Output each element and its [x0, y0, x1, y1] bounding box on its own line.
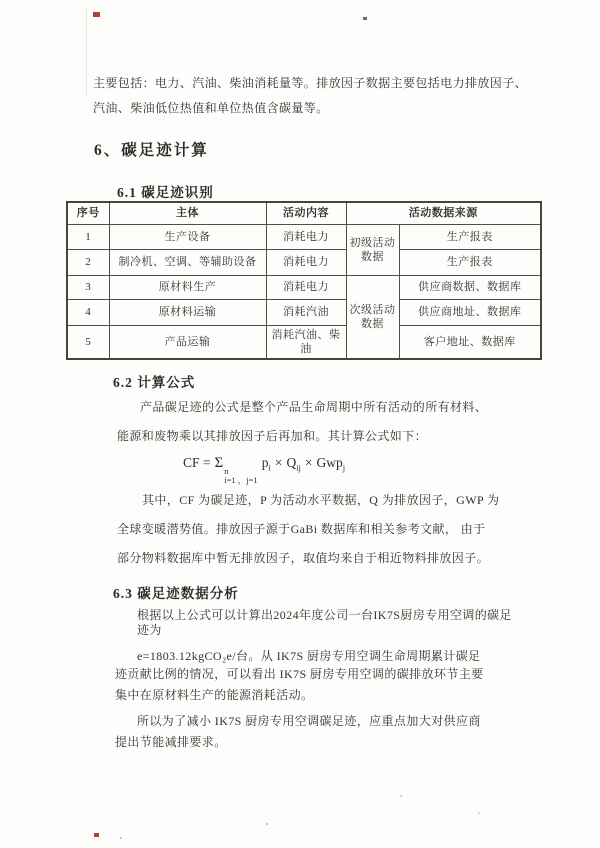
cell-source: 客户地址、数据库 — [399, 325, 541, 359]
sigma-upper-limit: n — [224, 466, 229, 476]
table-row — [67, 299, 541, 325]
section-6-3-heading: 6.3 碳足迹数据分析 — [113, 586, 239, 601]
cell-no: 2 — [67, 249, 109, 275]
carbon-footprint-formula — [183, 455, 345, 484]
cell-no: 5 — [67, 325, 109, 359]
scan-speck — [363, 17, 367, 20]
scan-speck — [86, 8, 87, 96]
paragraph-line: 全球变暖潜势值。排放因子源于GaBi 数据库和相关参考文献， 由于 — [117, 522, 486, 536]
cell-activity: 消耗电力 — [266, 249, 346, 275]
formula-term-p: p — [261, 455, 269, 470]
multiply-sign: × — [304, 455, 313, 470]
table-header-source: 活动数据来源 — [346, 202, 541, 224]
cell-subject: 制冷机、空调、等辅助设备 — [109, 249, 266, 275]
cell-activity: 消耗电力 — [266, 275, 346, 299]
scan-speck — [478, 812, 480, 814]
sigma-symbol: Σ — [214, 455, 224, 471]
section-6-2-heading: 6.2 计算公式 — [113, 375, 196, 390]
sigma-lower-limit: i=1 ，j=1 — [224, 474, 258, 485]
paragraph-line: 产品碳足迹的公式是整个产品生命周期中所有活动的所有材料、 — [140, 400, 488, 414]
activity-data-table — [66, 201, 542, 360]
table-row — [67, 249, 541, 275]
table-row — [67, 224, 541, 249]
section-6-1-heading: 6.1 碳足迹识别 — [117, 185, 214, 200]
paragraph-line: 主要包括：电力、汽油、柴油消耗量等。排放因子数据主要包括电力排放因子、 — [93, 76, 528, 90]
table-row — [67, 325, 541, 359]
multiply-sign: × — [274, 455, 283, 470]
paragraph-line: 迹为 — [137, 623, 162, 637]
paragraph-line: 所以为了减小 IK7S 厨房专用空调碳足迹，应重点加大对供应商 — [137, 714, 481, 728]
paragraph-line: 能源和废物乘以其排放因子后再加和。其计算公式如下： — [117, 429, 428, 443]
paragraph-line: 根据以上公式可以计算出2024年度公司一台IK7S厨房专用空调的碳足 — [137, 608, 512, 622]
table-row — [67, 275, 541, 299]
cell-no: 4 — [67, 299, 109, 325]
table-header-no: 序号 — [67, 202, 109, 224]
formula-term-gwp: Gwp — [316, 455, 343, 470]
paragraph-line: 集中在原材料生产的能源消耗活动。 — [115, 688, 314, 702]
formula-term-q-sub: ij — [296, 462, 301, 473]
paragraph-line: 提出节能减排要求。 — [115, 735, 227, 749]
cell-subject: 原材料运输 — [109, 299, 266, 325]
sigma-limits — [224, 467, 257, 484]
cell-group-secondary: 次级活动数据 — [346, 275, 399, 359]
cell-source: 生产报表 — [399, 224, 541, 249]
formula-term-p-sub: i — [268, 462, 271, 473]
formula-term-q: Q — [286, 455, 297, 470]
cell-source: 生产报表 — [399, 249, 541, 275]
table-header-activity: 活动内容 — [266, 202, 346, 224]
cell-no: 1 — [67, 224, 109, 249]
paragraph-line: 其中，CF 为碳足迹，P 为活动水平数据，Q 为排放因子，GWP 为 — [142, 493, 500, 507]
formula-term-gwp-sub: j — [342, 462, 346, 473]
cell-activity: 消耗电力 — [266, 224, 346, 249]
paragraph-line: 迹贡献比例的情况，可以看出 IK7S 厨房专用空调的碳排放环节主要 — [115, 667, 484, 681]
section-6-heading: 6、碳足迹计算 — [94, 142, 209, 159]
scan-speck — [266, 823, 268, 825]
cell-subject: 产品运输 — [109, 325, 266, 359]
cell-activity: 消耗汽油 — [266, 299, 346, 325]
cell-subject: 原材料生产 — [109, 275, 266, 299]
cell-group-primary: 初级活动数据 — [346, 224, 399, 275]
cell-no: 3 — [67, 275, 109, 299]
formula-lhs: CF = — [183, 455, 211, 470]
table-header-row — [67, 202, 541, 224]
paragraph-line: 汽油、柴油低位热值和单位热值含碳量等。 — [93, 101, 329, 115]
cell-source: 供应商数据、数据库 — [399, 275, 541, 299]
scan-speck — [400, 795, 402, 797]
table-header-subject: 主体 — [109, 202, 266, 224]
cell-source: 供应商地址、数据库 — [399, 299, 541, 325]
paragraph-line: 部分物料数据库中暂无排放因子，取值均来自于相近物料排放因子。 — [117, 551, 490, 565]
cell-subject: 生产设备 — [109, 224, 266, 249]
red-ink-mark-top — [93, 12, 100, 17]
scan-speck — [120, 837, 122, 839]
cell-activity: 消耗汽油、柴油 — [266, 325, 346, 359]
red-ink-mark-bottom — [94, 833, 99, 837]
paragraph-line: e=1803.12kgCO₂e/台。从 IK7S 厨房专用空调生命周期累计碳足 — [137, 649, 481, 663]
